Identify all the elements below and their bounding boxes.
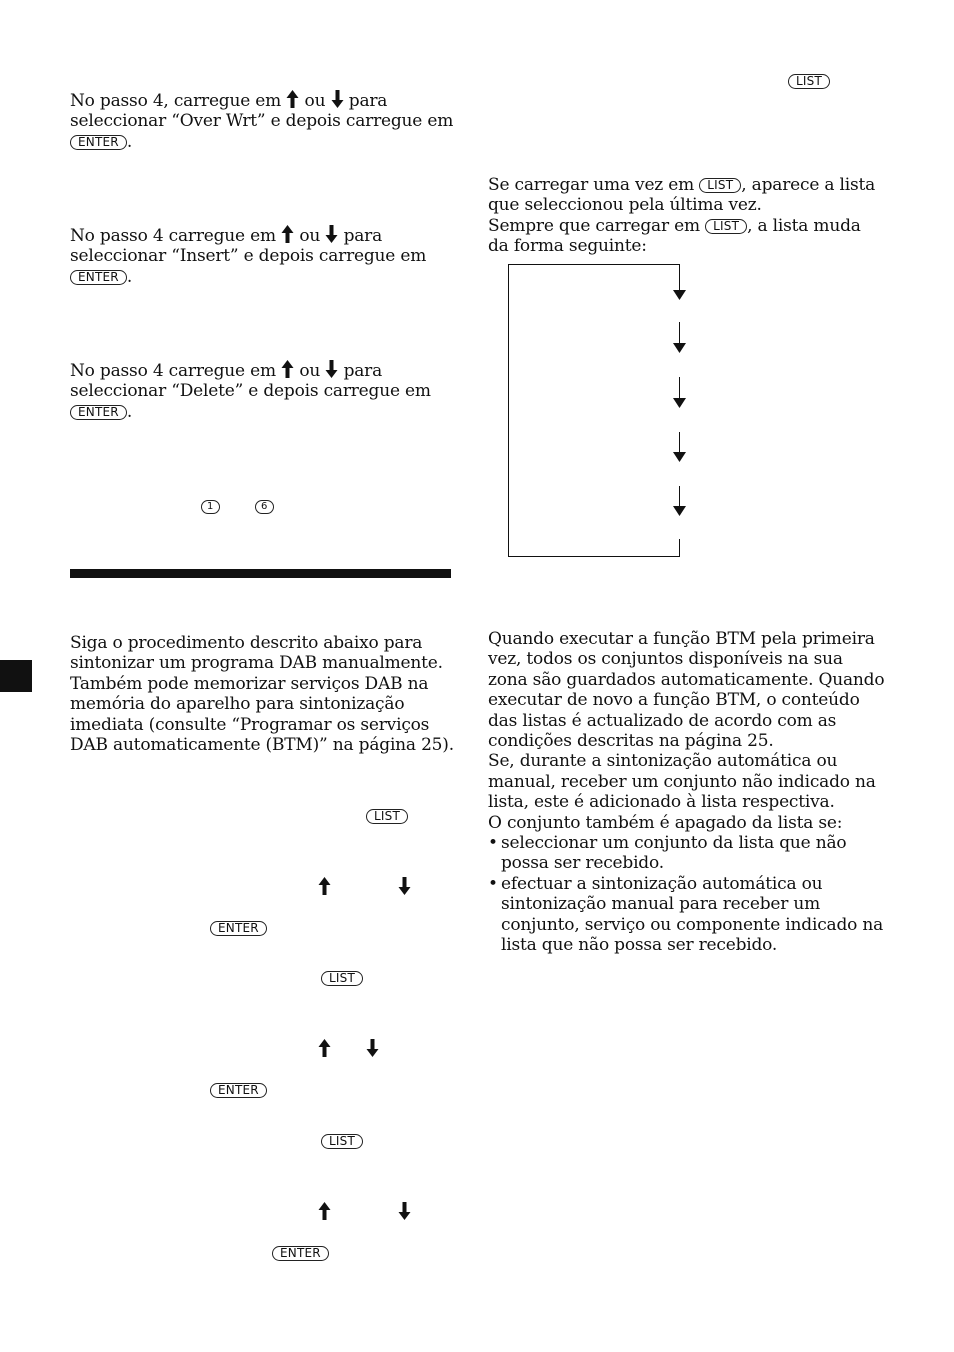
down-arrow-icon bbox=[325, 360, 338, 378]
text: seleccionar “Delete” e depois carregue em bbox=[70, 381, 431, 402]
list-key: LIST bbox=[705, 219, 747, 234]
up-arrow-icon bbox=[281, 225, 294, 243]
text: lista que não possa ser recebido. bbox=[501, 935, 778, 956]
up-arrow-icon bbox=[281, 360, 294, 378]
enter-key: ENTER bbox=[210, 1083, 267, 1098]
diagram-left-line bbox=[508, 264, 509, 557]
down-arrow-icon bbox=[331, 90, 344, 108]
text: seleccionar “Over Wrt” e depois carregue em bbox=[70, 111, 454, 132]
list-key: LIST bbox=[321, 1134, 363, 1149]
text: ou bbox=[299, 361, 321, 381]
text: Também pode memorizar serviços DAB na bbox=[70, 673, 429, 694]
text: para bbox=[343, 361, 383, 381]
up-arrow-icon bbox=[286, 90, 299, 108]
list-key: LIST bbox=[321, 971, 363, 986]
text: Se carregar uma vez em bbox=[488, 175, 695, 195]
down-arrow-icon bbox=[398, 877, 411, 895]
list-cycle-diagram bbox=[508, 264, 688, 558]
text: possa ser recebido. bbox=[501, 853, 664, 874]
text: . bbox=[126, 266, 133, 287]
text: manual, receber um conjunto não indicado na bbox=[488, 771, 876, 792]
text: imediata (consulte “Programar os serviços bbox=[70, 714, 430, 735]
text: , a lista muda bbox=[747, 215, 861, 236]
down-arrowhead-icon bbox=[673, 506, 686, 516]
text: . bbox=[126, 131, 133, 152]
text: O conjunto também é apagado da lista se: bbox=[488, 812, 843, 833]
page-edge-tab bbox=[0, 660, 32, 692]
diagram-connector bbox=[679, 539, 680, 557]
bullet-item bbox=[488, 874, 884, 956]
text: , aparece a lista bbox=[741, 175, 876, 195]
text: . bbox=[126, 401, 133, 422]
text: das listas é actualizado de acordo com as bbox=[488, 710, 837, 731]
text: seleccionar “Insert” e depois carregue em bbox=[70, 246, 427, 267]
bullet-item bbox=[488, 833, 884, 874]
text: Sempre que carregar em bbox=[488, 215, 700, 236]
overwrite-paragraph bbox=[70, 90, 453, 152]
enter-key: ENTER bbox=[210, 921, 267, 936]
text: No passo 4 carregue em bbox=[70, 361, 276, 381]
text: para bbox=[343, 226, 383, 246]
text: vez, todos os conjuntos disponíveis na sua bbox=[488, 649, 843, 670]
manual-tuning-intro bbox=[70, 633, 454, 755]
section-rule bbox=[70, 569, 451, 578]
text: No passo 4 carregue em bbox=[70, 226, 276, 246]
text: zona são guardados automaticamente. Quando bbox=[488, 669, 885, 690]
down-arrow-icon bbox=[398, 1202, 411, 1220]
text: ou bbox=[304, 91, 326, 111]
insert-paragraph bbox=[70, 225, 426, 287]
up-arrow-icon bbox=[318, 1039, 331, 1057]
text: sintonizar um programa DAB manualmente. bbox=[70, 653, 443, 674]
text: da forma seguinte: bbox=[488, 236, 647, 257]
enter-key: ENTER bbox=[272, 1246, 329, 1261]
text: Quando executar a função BTM pela primeira bbox=[488, 629, 875, 649]
down-arrowhead-icon bbox=[673, 398, 686, 408]
text: DAB automaticamente (BTM)” na página 25). bbox=[70, 735, 454, 756]
delete-paragraph bbox=[70, 360, 431, 422]
down-arrow-icon bbox=[325, 225, 338, 243]
up-arrow-icon bbox=[318, 877, 331, 895]
text: No passo 4, carregue em bbox=[70, 91, 282, 111]
text: memória do aparelho para sintonização bbox=[70, 694, 405, 715]
text: • seleccionar um conjunto da lista que não bbox=[501, 833, 847, 854]
text: Siga o procedimento descrito abaixo para bbox=[70, 633, 423, 653]
text: lista, este é adicionado à lista respectiva. bbox=[488, 792, 835, 813]
down-arrowhead-icon bbox=[673, 290, 686, 300]
list-key: LIST bbox=[788, 74, 830, 89]
list-display-paragraph bbox=[488, 175, 875, 257]
text: • efectuar a sintonização automática ou bbox=[501, 873, 823, 894]
text: conjunto, serviço ou componente indicado na bbox=[501, 914, 884, 935]
text: Se, durante a sintonização automática ou bbox=[488, 751, 838, 772]
up-arrow-icon bbox=[318, 1202, 331, 1220]
text: que seleccionou pela última vez. bbox=[488, 195, 762, 216]
list-key: LIST bbox=[366, 809, 408, 824]
down-arrowhead-icon bbox=[673, 343, 686, 353]
diagram-top-line bbox=[508, 264, 680, 265]
enter-key: ENTER bbox=[70, 270, 127, 285]
preset-1-key: 1 bbox=[201, 500, 220, 514]
enter-key: ENTER bbox=[70, 135, 127, 150]
diagram-bottom-line bbox=[508, 556, 680, 557]
down-arrow-icon bbox=[366, 1039, 379, 1057]
text: condições descritas na página 25. bbox=[488, 731, 774, 752]
text: ou bbox=[299, 226, 321, 246]
btm-paragraph bbox=[488, 629, 884, 956]
text: sintonização manual para receber um bbox=[501, 894, 821, 915]
text: para bbox=[348, 91, 388, 111]
down-arrowhead-icon bbox=[673, 452, 686, 462]
text: executar de novo a função BTM, o conteúdo bbox=[488, 690, 860, 711]
preset-6-key: 6 bbox=[255, 500, 274, 514]
enter-key: ENTER bbox=[70, 405, 127, 420]
list-key: LIST bbox=[699, 178, 741, 193]
